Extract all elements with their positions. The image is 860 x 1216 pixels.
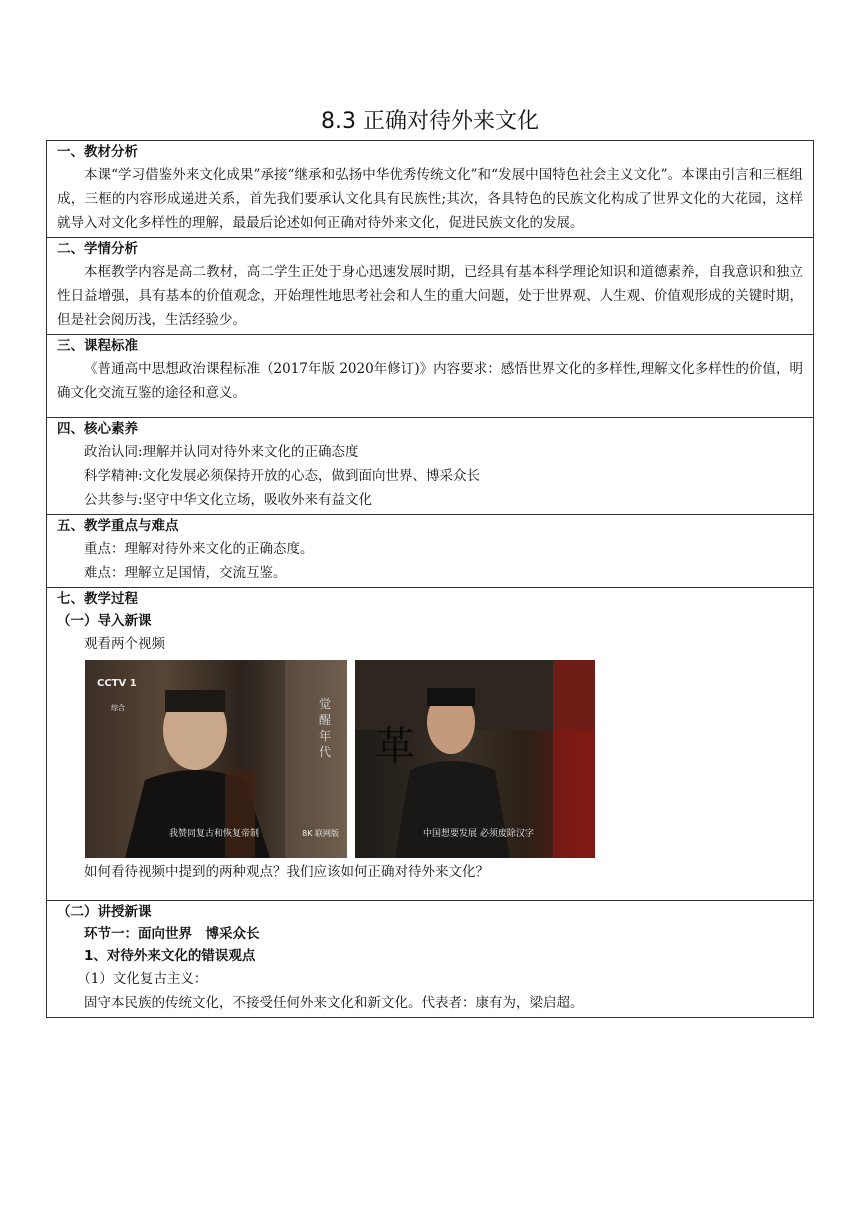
channel-logo-text: CCTV 1 — [97, 678, 137, 689]
channel-logo-sub: 综合 — [111, 704, 125, 712]
section-text: 《普通高中思想政治课程标准（2017年版 2020年修订)》内容要求：感悟世界文化的多样性,理解文化多样性的价值，明确文化交流互鉴的途径和意义。 — [57, 361, 803, 401]
section-textbook-analysis — [47, 141, 814, 238]
segment-heading: 环节一：面向世界 博采众长 — [84, 926, 260, 942]
list-item: 难点：理解立足国情，交流互鉴。 — [84, 565, 287, 581]
section-text: 固守本民族的传统文化，不接受任何外来文化和新文化。代表者：康有为，梁启超。 — [84, 995, 584, 1011]
section-core-literacy — [47, 418, 814, 515]
section-heading: 一、教材分析 — [57, 144, 138, 160]
subpoint-heading: （1）文化复古主义： — [77, 971, 208, 987]
section-heading: 四、核心素养 — [57, 421, 138, 437]
point-heading: 1、对待外来文化的错误观点 — [84, 948, 256, 964]
channel-logo — [97, 672, 137, 720]
section-heading: 三、课程标准 — [57, 338, 138, 354]
svg-text:革: 革 — [375, 724, 415, 770]
instruction-text: 观看两个视频 — [84, 636, 165, 652]
corner-badge: 8K 联网版 — [302, 829, 339, 838]
section-heading: 二、学情分析 — [57, 241, 138, 257]
section-heading: 五、教学重点与难点 — [57, 518, 179, 534]
section-student-analysis — [47, 238, 814, 335]
video-subtitle: 中国想要发展 必须废除汉字 — [423, 829, 534, 839]
page-title: 8.3 正确对待外来文化 — [321, 109, 539, 134]
discussion-question: 如何看待视频中提到的两种观点？我们应该如何正确对待外来文化？ — [84, 864, 489, 880]
video-thumbnail-1[interactable] — [85, 660, 347, 858]
video-thumbnail-2[interactable] — [355, 660, 595, 858]
section-heading: 七、教学过程 — [57, 591, 138, 607]
section-text: 本课“学习借鉴外来文化成果”承接“继承和弘扬中华优秀传统文化”和“发展中国特色社会主义文化”。本课由引言和三框组成，三框的内容形成递进关系，首先我们要承认文化具有民族性;其次，各具特色的民族文化构成了世界文化的大花园，这样就导入对文化多样性的理解，最最后论述如何正确对待外来文化，促进民族文化的发展。 — [57, 167, 803, 231]
section-new-lesson — [47, 901, 814, 1018]
subsection-heading: （一）导入新课 — [57, 613, 152, 629]
list-item: 政治认同:理解并认同对待外来文化的正确态度 — [84, 444, 359, 460]
section-teaching-process — [47, 588, 814, 901]
section-curriculum-standard — [47, 335, 814, 418]
list-item: 公共参与:坚守中华文化立场，吸收外来有益文化 — [84, 492, 373, 508]
section-text: 本框教学内容是高二教材，高二学生正处于身心迅速发展时期，已经具有基本科学理论知识和道德素养，自我意识和独立性日益增强，具有基本的价值观念，开始理性地思考社会和人生的重大问题，处于世界观、人生观、价值观形成的关键时期，但是社会阅历浅，生活经验少。 — [57, 264, 803, 328]
video-row — [57, 660, 803, 858]
subsection-heading: （二）讲授新课 — [57, 904, 152, 920]
show-title: 觉醒年代 — [319, 697, 332, 759]
lesson-plan-table — [46, 140, 814, 1018]
list-item: 科学精神:文化发展必须保持开放的心态，做到面向世界、博采众长 — [84, 468, 481, 484]
list-item: 重点：理解对待外来文化的正确态度。 — [84, 541, 314, 557]
section-key-points — [47, 515, 814, 588]
video-subtitle: 我赞同复古和恢复帝制 — [169, 829, 260, 839]
